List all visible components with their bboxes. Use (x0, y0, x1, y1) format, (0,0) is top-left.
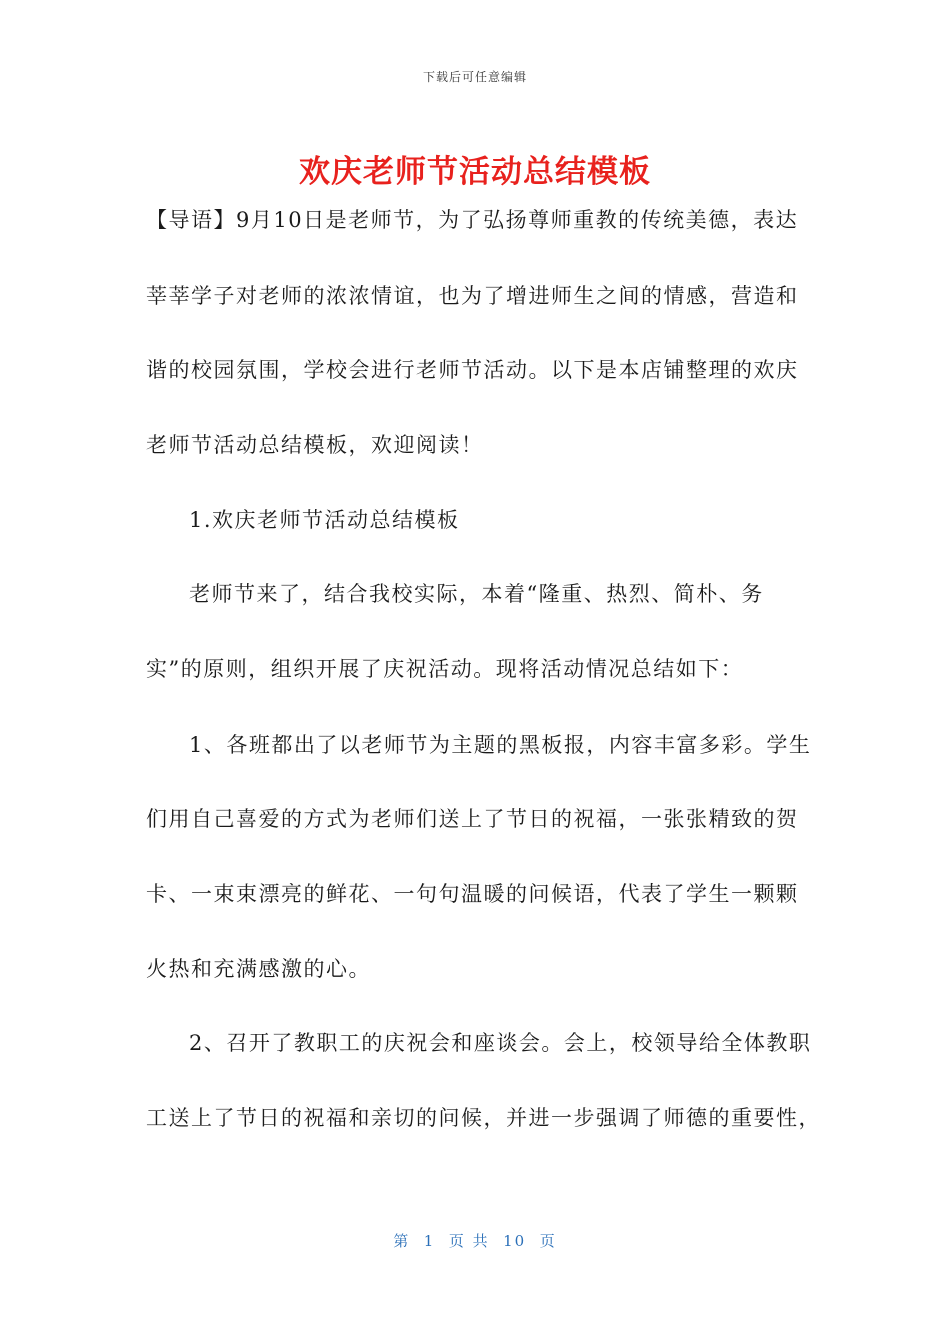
body-line: 老师节活动总结模板，欢迎阅读！ (146, 433, 484, 457)
body-line: 火热和充满感激的心。 (146, 957, 371, 981)
body-line: 老师节来了，结合我校实际，本着“隆重、热烈、简朴、务 (189, 582, 764, 606)
page-number-footer: 第 1 页 共 10 页 (393, 1232, 557, 1250)
body-line: 实”的原则，组织开展了庆祝活动。现将活动情况总结如下： (146, 657, 744, 681)
body-line: 【导语】9月10日是老师节，为了弘扬尊师重教的传统美德，表达 (146, 208, 799, 232)
section-heading: 1.欢庆老师节活动总结模板 (189, 508, 460, 532)
body-line: 2、召开了教职工的庆祝会和座谈会。会上，校领导给全体教职 (189, 1031, 812, 1055)
page-header-note: 下载后可任意编辑 (422, 70, 527, 84)
body-line: 卡、一束束漂亮的鲜花、一句句温暖的问候语，代表了学生一颗颗 (146, 882, 799, 906)
body-line: 莘莘学子对老师的浓浓情谊，也为了增进师生之间的情感，营造和 (146, 284, 799, 308)
body-line: 谐的校园氛围，学校会进行老师节活动。以下是本店铺整理的欢庆 (146, 358, 799, 382)
body-line: 们用自己喜爱的方式为老师们送上了节日的祝福，一张张精致的贺 (146, 807, 799, 831)
body-line: 1、各班都出了以老师节为主题的黑板报，内容丰富多彩。学生 (189, 733, 812, 757)
body-line: 工送上了节日的祝福和亲切的问候，并进一步强调了师德的重要性， (146, 1106, 821, 1130)
document-title: 欢庆老师节活动总结模板 (299, 154, 651, 190)
